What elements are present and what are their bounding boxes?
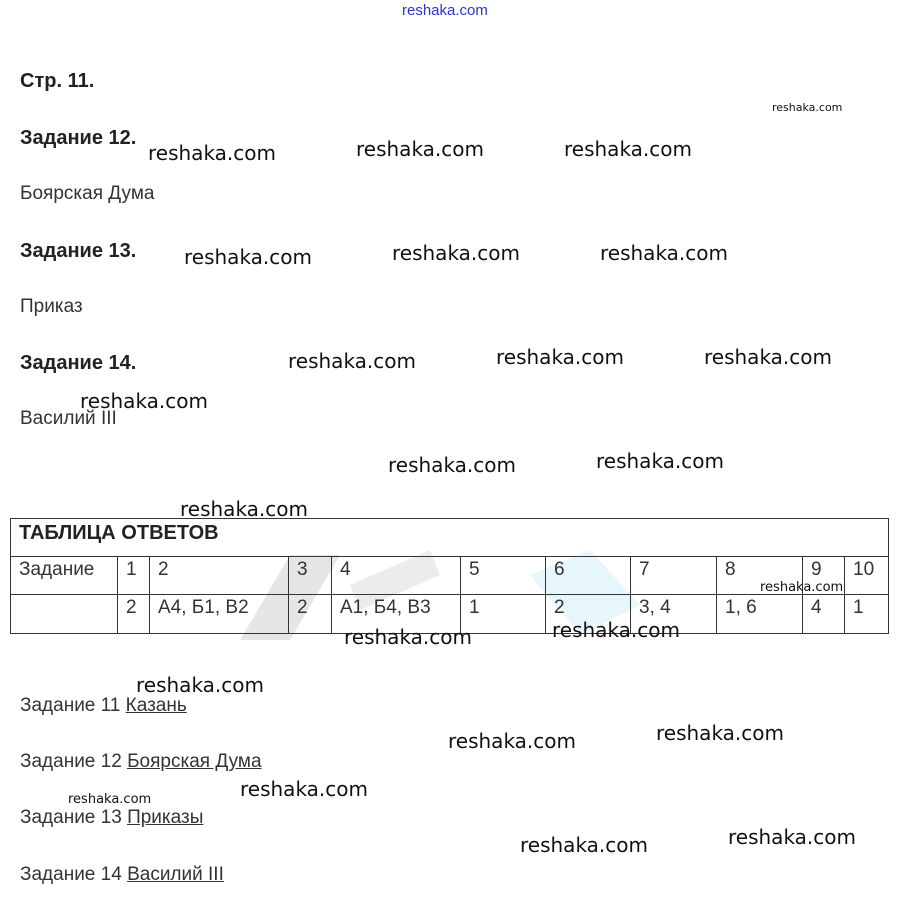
watermark: reshaka.com (772, 101, 843, 114)
summary-value: Казань (125, 695, 187, 716)
watermark: reshaka.com (448, 729, 576, 753)
page-title: Стр. 11. (20, 70, 95, 92)
watermark: reshaka.com (496, 345, 624, 369)
watermark: reshaka.com (344, 625, 472, 649)
table-answer-cell: 2 (546, 595, 631, 634)
summary-label: Задание 13 (20, 807, 122, 828)
summary-label: Задание 14 (20, 864, 122, 885)
task-14-answer: Василий III (20, 408, 117, 429)
task-12-answer: Боярская Дума (20, 183, 155, 204)
table-answer-cell: 2 (289, 595, 332, 634)
task-13-answer: Приказ (20, 296, 83, 317)
summary-value: Василий III (127, 864, 224, 885)
watermark: reshaka.com (388, 453, 516, 477)
summary-label: Задание 12 (20, 751, 122, 772)
summary-label: Задание 11 (20, 695, 121, 716)
watermark: reshaka.com (80, 389, 208, 413)
table-answer-cell: 4 (803, 595, 845, 634)
table-header-label: Задание (11, 557, 118, 595)
summary-line-12 (20, 751, 262, 773)
task-14-heading: Задание 14. (20, 352, 137, 374)
table-number-cell: 9 (803, 557, 845, 595)
table-answer-cell: А1, Б4, В3 (332, 595, 461, 634)
watermark: reshaka.com (656, 721, 784, 745)
table-answer-cell: 1 (845, 595, 889, 634)
table-number-cell: 7 (631, 557, 717, 595)
summary-line-11 (20, 695, 187, 717)
summary-value: Приказы (127, 807, 204, 828)
watermark: reshaka.com (728, 825, 856, 849)
summary-value: Боярская Дума (127, 751, 262, 772)
site-link[interactable]: reshaka.com (402, 2, 488, 19)
watermark: reshaka.com (356, 137, 484, 161)
table-title: ТАБЛИЦА ОТВЕТОВ (11, 519, 889, 557)
watermark: reshaka.com (392, 241, 520, 265)
summary-line-13 (20, 807, 203, 829)
watermark: reshaka.com (68, 792, 152, 807)
table-row-numbers (11, 557, 889, 595)
watermark: reshaka.com (520, 833, 648, 857)
watermark: reshaka.com (760, 580, 844, 595)
task-13-heading: Задание 13. (20, 240, 137, 262)
table-answer-cell: 1, 6 (717, 595, 803, 634)
summary-line-14 (20, 864, 224, 886)
watermark: reshaka.com (180, 497, 308, 521)
table-number-cell: 8 (717, 557, 803, 595)
watermark: reshaka.com (600, 241, 728, 265)
watermark: reshaka.com (596, 449, 724, 473)
answers-table-block (10, 518, 887, 634)
watermark: reshaka.com (136, 673, 264, 697)
watermark: reshaka.com (564, 137, 692, 161)
table-number-cell: 5 (461, 557, 546, 595)
table-answer-cell: 2 (118, 595, 150, 634)
table-answer-cell: 1 (461, 595, 546, 634)
answers-table (10, 518, 889, 634)
watermark: reshaka.com (288, 349, 416, 373)
table-number-cell: 4 (332, 557, 461, 595)
watermark: reshaka.com (184, 245, 312, 269)
table-empty-cell (11, 595, 118, 634)
table-answer-cell: А4, Б1, В2 (150, 595, 289, 634)
table-answer-cell: 3, 4 (631, 595, 717, 634)
table-number-cell: 6 (546, 557, 631, 595)
table-number-cell: 10 (845, 557, 889, 595)
watermark: reshaka.com (552, 618, 680, 642)
table-number-cell: 3 (289, 557, 332, 595)
task-12-heading: Задание 12. (20, 127, 137, 149)
table-number-cell: 1 (118, 557, 150, 595)
watermark: reshaka.com (240, 777, 368, 801)
table-number-cell: 2 (150, 557, 289, 595)
watermark: reshaka.com (148, 141, 276, 165)
watermark: reshaka.com (704, 345, 832, 369)
